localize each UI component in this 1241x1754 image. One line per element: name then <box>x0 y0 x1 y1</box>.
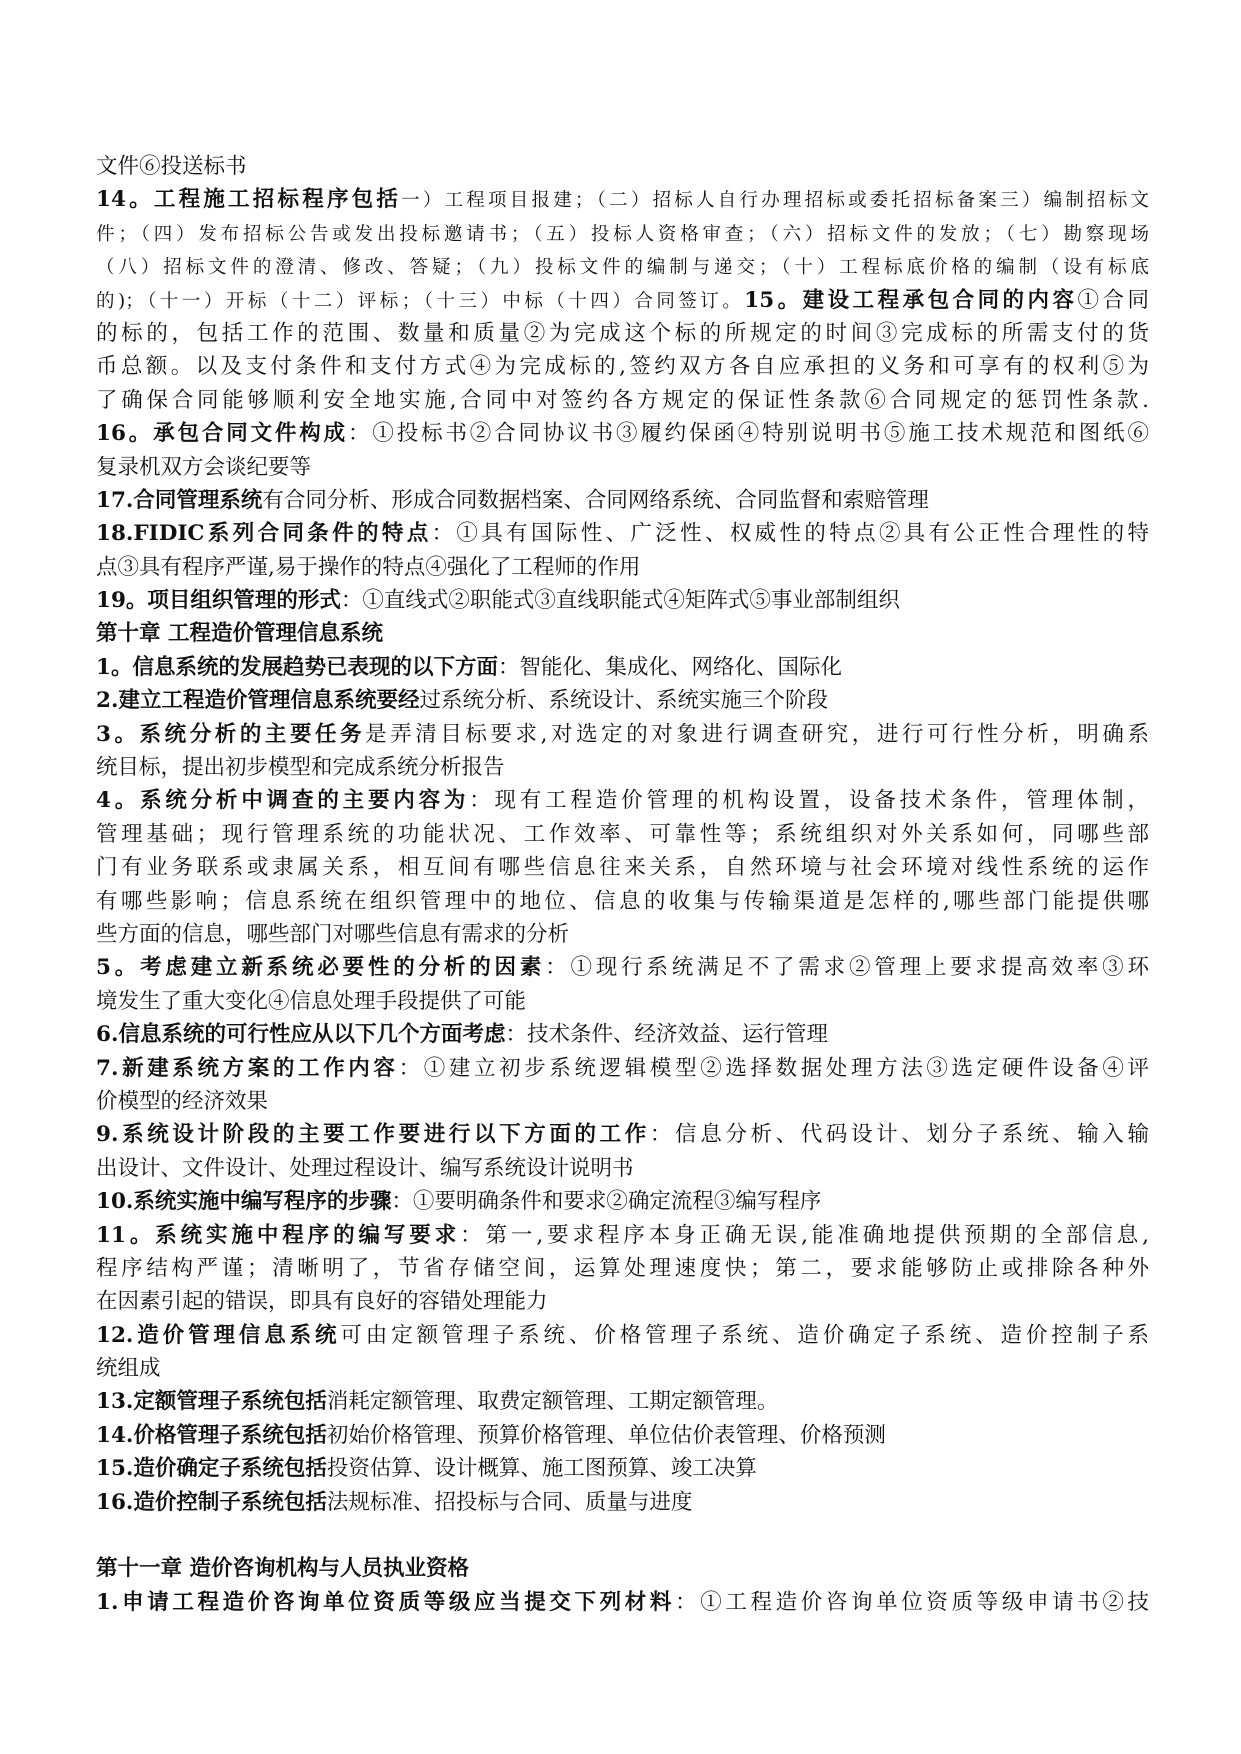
text-line <box>96 250 1149 283</box>
text-line <box>96 951 1149 984</box>
bold-heading-text: 1。信息系统的发展趋势已表现的以下方面 <box>96 654 498 680</box>
text-line <box>96 1486 1149 1519</box>
body-text: ：①现行系统满足不了需求②管理上要求提高效率③环 <box>545 955 1149 981</box>
text-line <box>96 1319 1149 1352</box>
body-text: 法规标准、招投标与合同、质量与进度 <box>326 1489 693 1515</box>
text-line <box>96 1452 1149 1485</box>
body-text: 了确保合同能够顺利安全地实施,合同中对签约各方规定的保证性条款⑥合同规定的惩罚性条款. <box>96 387 1149 413</box>
text-line <box>96 1052 1149 1085</box>
bold-heading-text: 2.建立工程造价管理信息系统要经 <box>96 688 420 714</box>
text-line <box>96 551 1149 584</box>
text-line <box>96 1385 1149 1418</box>
text-line <box>96 183 1149 216</box>
text-line <box>96 918 1149 951</box>
body-text: ①合同 <box>1077 287 1149 313</box>
body-text: ：现有工程造价管理的机构设置，设备技术条件，管理体制， <box>469 788 1149 814</box>
body-text: 一）工程项目报建；（二）招标人自行办理招标或委托招标备案三）编制招标文 <box>401 190 1149 212</box>
bold-heading-text: 10.系统实施中编写程序的步骤 <box>96 1189 392 1215</box>
body-text: （八）招标文件的澄清、修改、答疑；（九）投标文件的编制与递交；（十）工程标底价格的编制（设有标底 <box>96 257 1149 279</box>
body-text: 些方面的信息，哪些部门对哪些信息有需求的分析 <box>96 921 570 947</box>
body-text: 程序结构严谨；清晰明了，节省存储空间，运算处理速度快；第二，要求能够防止或排除各种外 <box>96 1255 1149 1281</box>
text-line <box>96 651 1149 684</box>
body-text: 币总额。以及支付条件和支付方式④为完成标的,签约双方各自应承担的义务和可享有的权利⑤为 <box>96 354 1149 380</box>
text-line <box>96 1185 1149 1218</box>
text-line <box>96 350 1149 383</box>
bold-heading-text: 第十章 工程造价管理信息系统 <box>96 621 383 647</box>
body-text: ：①建立初步系统逻辑模型②选择数据处理方法③选定硬件设备④评 <box>398 1055 1149 1081</box>
text-line <box>96 217 1149 250</box>
text-line <box>96 284 1149 317</box>
text-line <box>96 1085 1149 1118</box>
body-text: 有哪些影响；信息系统在组织管理中的地位、信息的收集与传输渠道是怎样的,哪些部门能提供哪 <box>96 888 1149 914</box>
body-text: 过系统分析、系统设计、系统实施三个阶段 <box>419 688 828 714</box>
body-text: 件；（四）发布招标公告或发出投标邀请书；（五）投标人资格审查；（六）招标文件的发放；（七）勘察现场 <box>96 223 1149 245</box>
bold-heading-text: 4。系统分析中调查的主要内容为 <box>96 788 470 814</box>
bold-heading-text: 12.造价管理信息系统 <box>96 1322 341 1348</box>
text-line <box>96 985 1149 1018</box>
text-line <box>96 1586 1149 1619</box>
text-line <box>96 885 1149 918</box>
body-text: 复录机双方会谈纪要等 <box>96 454 312 480</box>
text-line <box>96 851 1149 884</box>
body-text: 价模型的经济效果 <box>96 1088 269 1114</box>
bold-heading-text: 5。考虑建立新系统必要性的分析的因素 <box>96 955 546 981</box>
bold-heading-text: 16.造价控制子系统包括 <box>96 1489 327 1515</box>
bold-heading-text: 17.合同管理系统 <box>96 487 263 513</box>
body-text: 境发生了重大变化④信息处理手段提供了可能 <box>96 988 527 1014</box>
text-line <box>96 1552 1149 1585</box>
text-line <box>96 617 1149 650</box>
text-line <box>96 150 1149 183</box>
bold-heading-text: 14。工程施工招标程序包括 <box>96 187 402 213</box>
body-text: 有合同分析、形成合同数据档案、合同网络系统、合同监督和索赔管理 <box>262 487 929 513</box>
body-text: 门有业务联系或隶属关系，相互间有哪些信息往来关系，自然环境与社会环境对线性系统的运作 <box>96 855 1149 881</box>
bold-heading-text: 1.申请工程造价咨询单位资质等级应当提交下列材料 <box>96 1589 676 1615</box>
body-text: ：①具有国际性、广泛性、权威性的特点②具有公正性合理性的特 <box>431 521 1149 547</box>
body-text: 的)；（十一）开标（十二）评标；（十三）中标（十四）合同签订。 <box>96 290 745 312</box>
body-text: 出设计、文件设计、处理过程设计、编写系统设计说明书 <box>96 1155 634 1181</box>
bold-heading-text: 6.信息系统的可行性应从以下几个方面考虑 <box>96 1022 506 1048</box>
body-text: 管理基础；现行管理系统的功能状况、工作效率、可靠性等；系统组织对外关系如何，同哪些部 <box>96 821 1149 847</box>
body-text: 在因素引起的错误，即具有良好的容错处理能力 <box>96 1289 548 1315</box>
text-line <box>96 751 1149 784</box>
bold-heading-text: 15。建设工程承包合同的内容 <box>744 287 1078 313</box>
text-line <box>96 1285 1149 1318</box>
body-text: ：技术条件、经济效益、运行管理 <box>505 1022 828 1048</box>
body-text: 投资估算、设计概算、施工图预算、竣工决算 <box>326 1456 757 1482</box>
blank-line <box>96 1519 1149 1552</box>
bold-heading-text: 19。项目组织管理的形式 <box>96 588 341 614</box>
text-line <box>96 317 1149 350</box>
text-line <box>96 1352 1149 1385</box>
text-line <box>96 784 1149 817</box>
body-text: 点③具有程序严谨,易于操作的特点④强化了工程师的作用 <box>96 554 641 580</box>
text-line <box>96 718 1149 751</box>
body-text: 可由定额管理子系统、价格管理子系统、造价确定子系统、造价控制子系 <box>340 1322 1149 1348</box>
text-line <box>96 1118 1149 1151</box>
bold-heading-text: 16。承包合同文件构成 <box>96 421 349 447</box>
bold-heading-text: 18.FIDIC系列合同条件的特点 <box>96 521 432 547</box>
body-text: ：①直线式②职能式③直线职能式④矩阵式⑤事业部制组织 <box>340 588 900 614</box>
text-line <box>96 1018 1149 1051</box>
text-line <box>96 451 1149 484</box>
body-text: 统组成 <box>96 1356 161 1382</box>
bold-heading-text: 11。系统实施中程序的编写要求 <box>96 1222 461 1248</box>
text-line <box>96 684 1149 717</box>
body-text: ：智能化、集成化、网络化、国际化 <box>497 654 842 680</box>
body-text: ：第一,要求程序本身正确无误,能准确地提供预期的全部信息, <box>460 1222 1149 1248</box>
body-text: 文件⑥投送标书 <box>96 154 247 179</box>
body-text: ：①投标书②合同协议书③履约保函④特别说明书⑤施工技术规范和图纸⑥ <box>348 421 1149 447</box>
body-text: 统目标，提出初步模型和完成系统分析报告 <box>96 755 505 781</box>
text-line <box>96 384 1149 417</box>
text-line <box>96 417 1149 450</box>
body-text: 初始价格管理、预算价格管理、单位估价表管理、价格预测 <box>326 1422 886 1448</box>
bold-heading-text: 9.系统设计阶段的主要工作要进行以下方面的工作 <box>96 1122 650 1148</box>
bold-heading-text: 7.新建系统方案的工作内容 <box>96 1055 399 1081</box>
body-text: 是弄清目标要求,对选定的对象进行调查研究，进行可行性分析，明确系 <box>365 721 1149 747</box>
bold-heading-text: 13.定额管理子系统包括 <box>96 1389 327 1415</box>
bold-heading-text: 第十一章 造价咨询机构与人员执业资格 <box>96 1556 469 1582</box>
body-text: ：信息分析、代码设计、划分子系统、输入输 <box>649 1122 1149 1148</box>
text-line <box>96 517 1149 550</box>
bold-heading-text: 3。系统分析的主要任务 <box>96 721 366 747</box>
text-line <box>96 1252 1149 1285</box>
text-line <box>96 1219 1149 1252</box>
body-text: ：①工程造价咨询单位资质等级申请书②技 <box>675 1589 1149 1615</box>
bold-heading-text: 14.价格管理子系统包括 <box>96 1422 327 1448</box>
text-line <box>96 818 1149 851</box>
body-text: 消耗定额管理、取费定额管理、工期定额管理。 <box>326 1389 779 1415</box>
bold-heading-text: 15.造价确定子系统包括 <box>96 1456 327 1482</box>
text-line <box>96 1152 1149 1185</box>
text-line <box>96 1419 1149 1452</box>
body-text: 的标的，包括工作的范围、数量和质量②为完成这个标的所规定的时间③完成标的所需支付的货 <box>96 320 1149 346</box>
text-line <box>96 484 1149 517</box>
body-text: ：①要明确条件和要求②确定流程③编写程序 <box>391 1189 822 1215</box>
text-line <box>96 584 1149 617</box>
